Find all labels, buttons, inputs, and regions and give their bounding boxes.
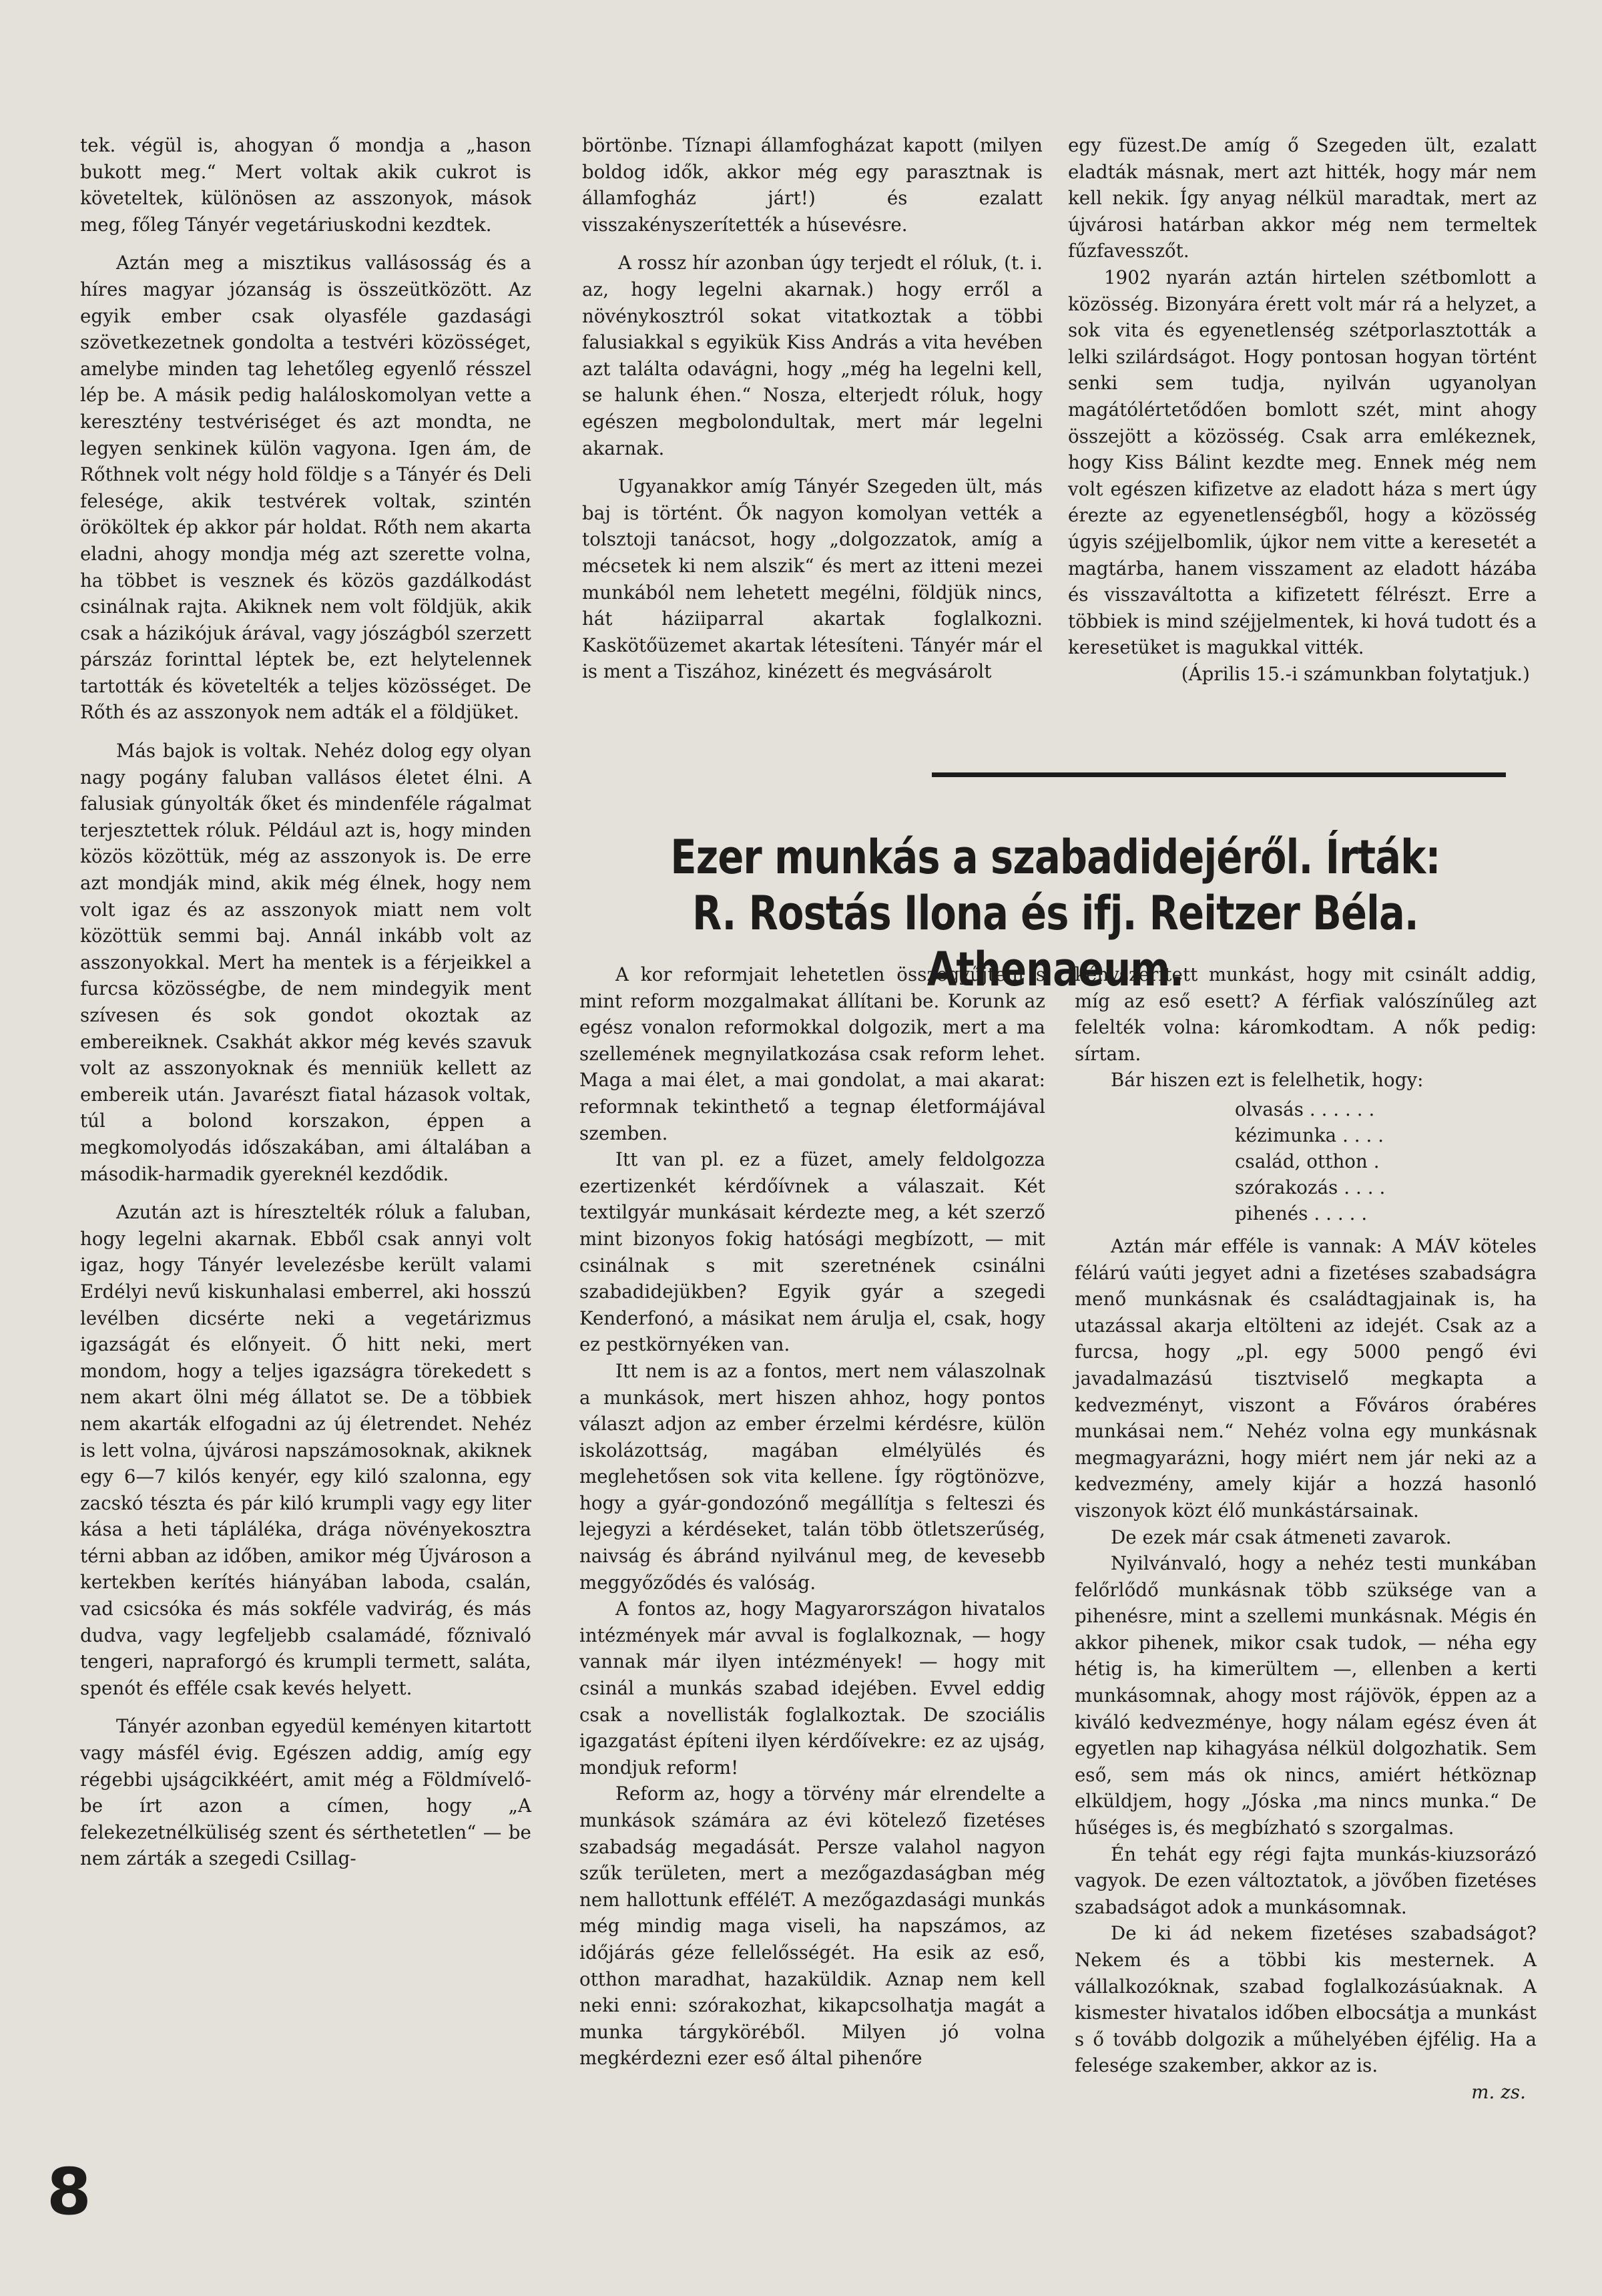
paragraph: A rossz hír azonban úgy terjedt el róluk, (t. i. az, hogy legelni akarnak.) hogy erről a növénykosztról sokat vitatkoztak a többi falusiakkal s egyikük Kiss András a vita hevében azt találta odavágni, hogy „még ha legelni kell, se halunk éhen.“ Nosza, elterjedt róluk, hogy egészen megbolondultak, mert már legelni akarnak. <box>582 252 1043 459</box>
section-divider <box>932 772 1506 777</box>
continued-notice: (Április 15.-i számunkban folytatjuk.) <box>1181 662 1530 685</box>
paragraph: Azután azt is híresztelték róluk a faluban, hogy legelni akarnak. Ebből csak annyi volt igaz, hogy Tányér levelezésbe került valami Erdélyi nevű kiskunhalasi emberrel, aki hosszú levélben dicsérte neki a vegetárizmus igazságát és előnyeit. Ő hitt neki, mert mondom, hogy a teljes igazságra törekedett s nem akart ölni még állatot se. De a többiek nem akarták elfogadni az új életrendet. Nehéz is lett volna, újvárosi napszámosoknak, akiknek egy 6—7 kilós kenyér, egy kiló szalonna, egy zacskó tészta és pár kiló krumpli vagy egy liter kása a heti tápláléka, drága növényekosztra térni abban az időben, amikor még Újvároson a kertekben kerítés hiányában laboda, csalán, vad csicsóka és más sokféle vadvirág, és más dudva, vagy legfeljebb csalamádé, főznivaló tengeri, napraforgó és krumpli termett, saláta, spenót és efféle csak kevés helyett. <box>80 1201 531 1699</box>
paragraph: egy füzest.De amíg ő Szegeden ült, ezalatt eladták másnak, mert azt hitték, hogy már nem kell nekik. Így anyag nélkül maradtak, mert az újvárosi határban akkor még nem termeltek fűzfavesszőt. <box>1068 134 1537 262</box>
page-number: 8 <box>47 2154 91 2229</box>
paragraph: tek. végül is, ahogyan ő mondja a „hason bukott meg.“ Mert voltak akik cukrot is követeltek, különösen az asszonyok, mások meg, főleg Tányér vegetáriuskodni kezdtek. <box>80 134 531 236</box>
list-item: szórakozás . . . . <box>1235 1176 1386 1198</box>
paragraph: Aztán meg a misztikus vallásosság és a híres magyar józanság is összeütközött. Az egyik ember csak olyasféle gazdasági szövetkezetnek gondolta a testvéri közösséget, amelybe minden tag lehetőleg egyenlő résszel lép be. A másik pedig haláloskomolyan vette a keresztény testvériséget és azt mondta, ne legyen senkinek külön vagyona. Igen ám, de Rőthnek volt négy hold földje s a Tányér és Deli felesége, akik testvérek voltak, szintén örököltek ép akkor pár holdat. Rőth nem akarta eladni, ahogy mondja még azt szerette volna, ha többet is vesznek és közös gazdálkodást csinálnak rajta. Akiknek nem volt földjük, akik csak a házikójuk árával, vagy jószágból szerzett párszáz forinttal léptek be, ezt helytelennek tartották és követelték a teljes közösséget. De Rőth és az asszonyok nem adták el a földjüket. <box>80 252 531 724</box>
review-headline: Ezer munkás a szabadidejéről. Írták: R. Rostás Ilona és ifj. Reitzer Béla. Athenaeum. <box>670 830 1440 997</box>
leisure-list <box>1075 1096 1537 1226</box>
paragraph: Ugyanakkor amíg Tányér Szegeden ült, más baj is történt. Ők nagyon komolyan vették a tolsztoji tanácsot, hogy „dolgozzatok, amíg a mécsetek ki nem alszik“ és mert az itteni mezei munkából nem lehetett megélni, földjük nincs, hát háziiparral akartak foglalkozni. Kaskötőüzemet akartak létesíteni. Tányér már el is ment a Tiszához, kinézett és megvásárolt <box>582 475 1043 683</box>
paragraph: A kor reformjait lehetetlen összegyűjteni s mint reform mozgalmakat állítani be. Korunk az egész vonalon reformokkal dolgozik, mert a ma szellemének megnyilatkozása csak reform lehet. Maga a mai élet, a mai gondolat, a mai akarat: reformnak tekinthető a tegnap életformájával szemben. <box>579 963 1045 1144</box>
paragraph: Más bajok is voltak. Nehéz dolog egy olyan nagy pogány faluban vallásos életet élni. A falusiak gúnyolták őket és mindenféle rágalmat terjesztettek róluk. Például azt is, hogy minden közös közöttük, még az asszonyok is. De erre azt mondják mind, akik még élnek, hogy nem volt igaz és az asszonyok miatt nem volt közöttük semmi baj. Annál inkább volt az asszonyokkal. Mert ha mentek is a férjeikkel a furcsa közösségbe, de nem mindegyik ment szívesen és sok gondot okoztak az embereiknek. Csakhát akkor még kevés szavuk volt az asszonyoknak és menniük kellett az embereik után. Javarészt fiatal házasok voltak, túl a bolond korszakon, éppen a megkomolyodás időszakában, ami általában a második-harmadik gyereknél kezdődik. <box>80 740 531 1185</box>
paragraph: De ki ád nekem fizetéses szabadságot? Nekem és a többi kis mesternek. A vállalkozóknak, szabad foglalkozásúaknak. A kismester hivatalos időben elbocsátja a munkást s ő tovább dolgozik a műhelyében éjfélig. Ha a felesége szakember, akkor az is. <box>1075 1922 1537 2077</box>
paragraph: börtönbe. Tíznapi államfogházat kapott (milyen boldog idők, akkor még egy parasztnak is államfogház járt!) és ezalatt visszakényszerítették a húsevésre. <box>582 134 1043 236</box>
list-item: család, otthon . <box>1235 1150 1380 1172</box>
paragraph: Itt nem is az a fontos, mert nem válaszolnak a munkások, mert hiszen ahhoz, hogy pontos választ adjon az ember érzelmi kérdésre, külön iskolázottság, magában elmélyülés és meglehetősen sok vita kellene. Így rögtönözve, hogy a gyár-gondozónő megállítja s felteszi és lejegyzi a kérdéseket, talán több ötletszerűség, naivság és ábránd nyilvánul meg, de kevesebb meggyőződés és valóság. <box>579 1359 1045 1594</box>
paragraph: A fontos az, hogy Magyarországon hivatalos intézmények már avval is foglalkoznak, — hogy vannak már ilyen intézmények! — hogy mit csinál a munkás szabad idejében. Evvel eddig csak a novellisták foglalkoztak. De szociális igazgatást építeni ilyen kérdőívekre: ez az ujság, mondjuk reform! <box>579 1598 1045 1779</box>
list-item: kézimunka . . . . <box>1235 1124 1384 1146</box>
paragraph: Én tehát egy régi fajta munkás-kiuzsorázó vagyok. De ezen változtatok, a jövőben fizetéses szabadságot adok a munkásomnak. <box>1075 1843 1537 1918</box>
paragraph: De ezek már csak átmeneti zavarok. <box>1111 1526 1452 1548</box>
list-item: olvasás . . . . . . <box>1235 1098 1375 1120</box>
author-signature: m. zs. <box>1471 2080 1526 2103</box>
column-3 <box>1068 132 1537 687</box>
column-2 <box>582 132 1043 685</box>
column-4 <box>579 961 1045 2072</box>
paragraph: 1902 nyarán aztán hirtelen szétbomlott a közösség. Bizonyára érett volt már rá a helyzet, a sok vita és egyenetlenség szétporlasztották a lelki szilárdságot. Hogy pontosan hogyan történt senki sem tudja, nyilván ugyanolyan magátólértetődően bomlott szét, mint ahogy összejött a közösség. Csak arra emlékeznek, hogy Kiss Bálint kezdte meg. Ennek még nem volt egészen kifizetve az eladott háza s mert úgy érezte az egyenetlenségből, hogy a közösség úgyis széjjelbomlik, újkor nem vitte a keresetét a magtárba, hanem visszament az eladott házába és visszaváltotta a kifizetett félrészt. Erre a többiek is mind széjjelmentek, ki hová tudott és a keresetüket is magukkal vitték. <box>1068 266 1537 659</box>
paragraph: Aztán már efféle is vannak: A MÁV köteles félárú vaúti jegyet adni a fizetéses szabadságra menő munkásnak és családtagjainak is, ha utazással akarja eltölteni az idejét. Csak az a furcsa, hogy „pl. egy 5000 pengő évi javadalmazású tisztviselő megkapta a kedvezményt, viszont a Főváros órabéres munkásai nem.“ Nehéz volna egy munkásnak megmagyarázni, hogy miért nem jár neki az a kedvezmény, amely kijár a hozzá hasonló viszonyok közt élő munkástársainak. <box>1075 1234 1537 1522</box>
paragraph: Reform az, hogy a törvény már elrendelte a munkások számára az évi kötelező fizetéses szabadság megadását. Persze valahol nagyon szűk területen, mert a mezőgazdaságban még nem hallottunk efféléT. A mezőgazdasági munkás még mindig maga viseli, ha napszámos, az időjárás géze fellelősségét. Ha esik az eső, otthon maradhat, hazaküldik. Aznap nem kell neki enni: szórakozhat, kikapcsolhatja magát a munka tárgyköréből. Milyen jó volna megkérdezni ezer eső által pihenőre <box>579 1783 1045 2070</box>
paragraph: Nyilvánvaló, hogy a nehéz testi munkában felőrlődő munkásnak több szüksége van a pihenésre, mint a szellemi munkásnak. Mégis én akkor pihenek, mikor csak tudok, — néha egy hétig is, ha kimerültem —, ellenben a kerti munkásomnak, ahogy most rájövök, éppen az a kiváló kedvezménye, hogy nálam egész éven át egyetlen nap kihagyása nélkül dolgozhatik. Sem eső, sem más ok nincs, amiért hétköznap elküldjem, hogy „Jóska ,ma nincs munka.“ De hűséges is, és megbízható s szorgalmas. <box>1075 1552 1537 1839</box>
paragraph: Itt van pl. ez a füzet, amely feldolgozza ezertizenkét kérdőívnek a válaszait. Két textilgyár munkásait kérdezte meg, a két szerző mint bizonyos fokig hatósági megbízott, — mit csinálnak s mit szeretnének csinálni szabadidejükben? Egyik gyár a szegedi Kenderfonó, a másikat nem árulja el, csak, hogy ez pestkörnyéken van. <box>579 1148 1045 1356</box>
list-item: pihenés . . . . . <box>1235 1202 1368 1224</box>
paragraph: kényszerített munkást, hogy mit csinált addig, míg az eső esett? A férfiak valószínűleg azt felelték volna: káromkodtam. A nők pedig: sírtam. <box>1075 963 1537 1065</box>
paragraph: Bár hiszen ezt is felelhetik, hogy: <box>1111 1069 1424 1092</box>
column-1 <box>80 132 531 1872</box>
column-5 <box>1075 961 1537 2106</box>
paragraph: Tányér azonban egyedül keményen kitartott vagy másfél évig. Egészen addig, amíg egy régebbi ujságcikkéért, amit még a Földmívelő-be írt azon a címen, hogy „A felekezetnélküliség szent és sérthetetlen“ — be nem zárták a szegedi Csillag- <box>80 1715 531 1870</box>
